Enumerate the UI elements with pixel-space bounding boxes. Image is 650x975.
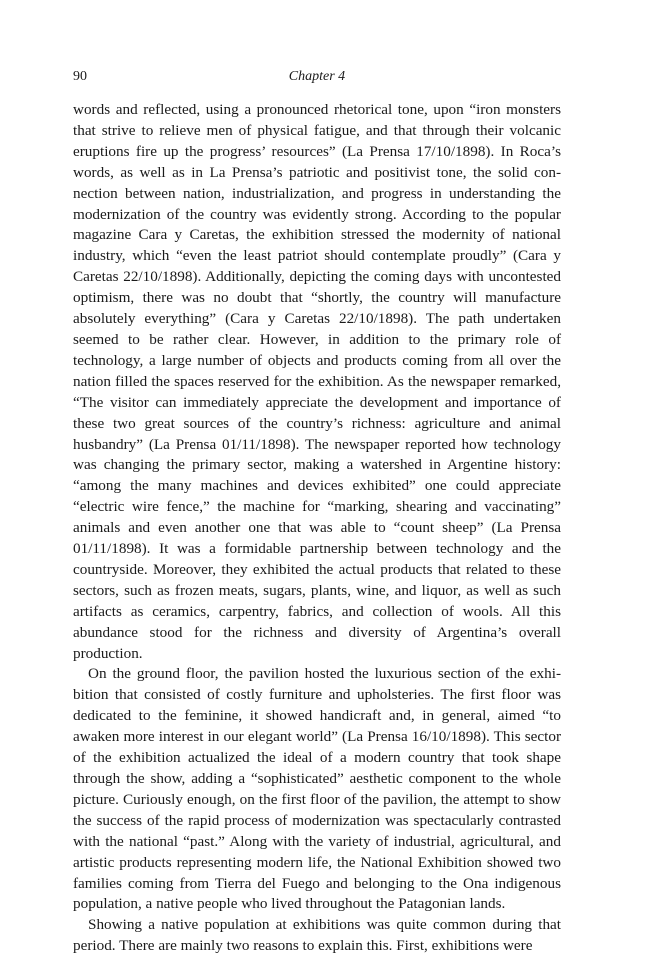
body-text — [73, 100, 561, 957]
chapter-title: Chapter 4 — [288, 69, 346, 84]
running-header — [73, 66, 561, 88]
paragraph-continued: words and reflected, using a pronounced rhetorical tone, upon “iron monsters that strive to relieve men of physical fatigue, and that through their volcanic eruptions fire up the progress’ resources” (La Prensa 17/10/1898). In Roca’s words, as well as in La Prensa’s patriotic and positivist tone, the solid connection between nation, industrialization, and progress in understanding the modernization of the country was evidently strong. According to the popular magazine Cara y Caretas, the exhibition stressed the modernity of national industry, which “even the least patriot should contemplate proudly” (Cara y Caretas 22/10/1898). Additionally, depicting the coming days with uncontested optimism, there was no doubt that “shortly, the country will manufacture absolutely everything” (Cara y Caretas 22/10/1898). The path undertaken seemed to be rather clear. However, in addition to the primary role of technology, a large number of objects and products coming from all over the nation filled the spaces reserved for the exhibition. As the newspaper remarked, “The visitor can immediately appreciate the development and importance of these two great sources of the country’s richness: agriculture and animal husbandry” (La Prensa 01/11/1898). The newspaper reported how technology was changing the primary sector, making a watershed in Argentine history: “among the many machines and devices exhibited” one could appreciate “electric wire fence,” the machine for “marking, shearing and vaccinating” animals and even another one that was able to “count sheep” (La Prensa 01/11/1898). It was a formidable partnership between technology and the countryside. Moreover, they exhibited the actual products that related to these sectors, such as frozen meats, sugars, plants, wine, and liquor, as well as such artifacts as ceramics, carpentry, fabrics, and collection of wools. All this abundance stood for the richness and diversity of Argentina’s overall production. — [73, 101, 561, 662]
page-number: 90 — [73, 69, 87, 84]
paragraph-pavilion-floors: On the ground floor, the pavilion hosted the luxurious section of the exhibition that consisted of costly furniture and upholsteries. The first floor was dedicated to the feminine, it showed handicraft and, in general, aimed “to awaken more interest in our elegant world” (La Prensa 16/10/1898). This sector of the exhibition actualized the ideal of a modern country that took shape through the show, adding a “sophisticated” aesthetic component to the whole picture. Curiously enough, on the first floor of the pavilion, the attempt to show the success of the rapid process of modernization was spectacularly contrasted with the national “past.” Along with the variety of industrial, agricultural, and artistic products representing modern life, the National Exhibition showed two families coming from Tierra del Fuego and belonging to the Ona indigenous population, a native people who lived throughout the Patagonian lands. — [73, 665, 561, 913]
paragraph-native-population: Showing a native population at exhibitions was quite common during that period. There are mainly two reasons to explain this. First, exhibitions were — [73, 916, 561, 955]
